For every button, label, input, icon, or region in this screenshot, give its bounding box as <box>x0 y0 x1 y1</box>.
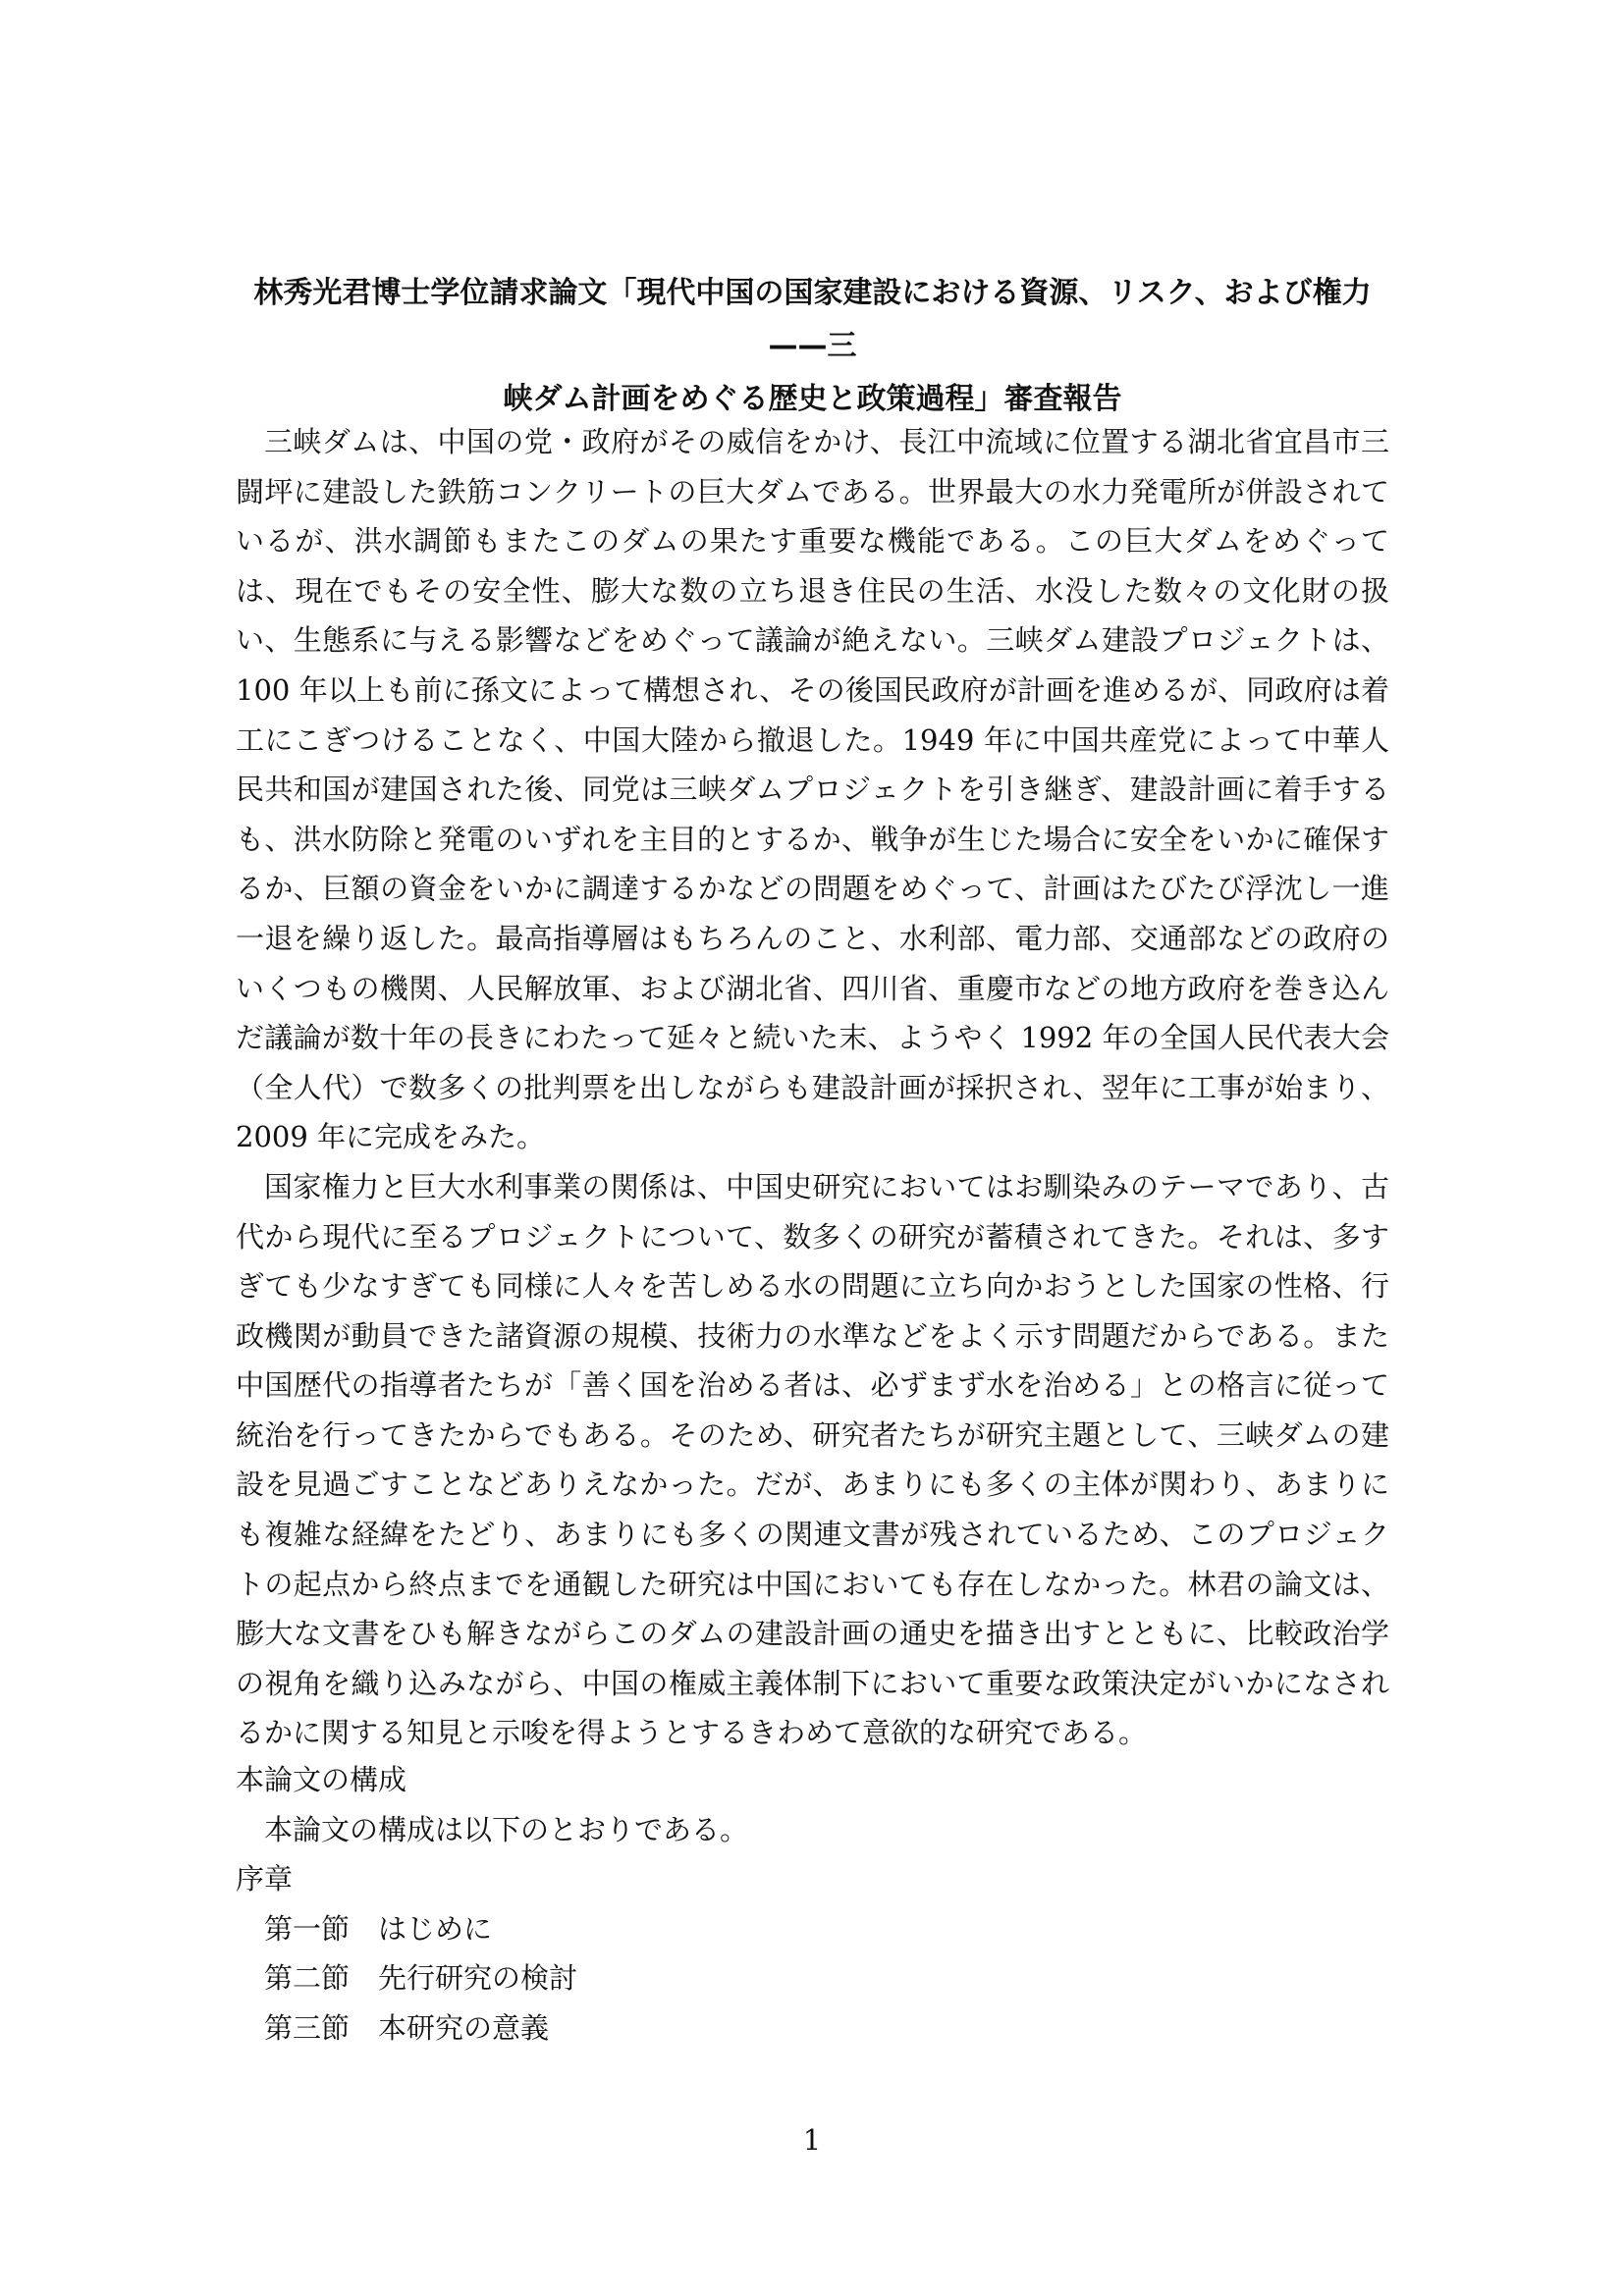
thesis-structure-section <box>236 1755 1389 2053</box>
toc-item-number: 第二節 <box>264 1961 351 1995</box>
toc-item-number: 第三節 <box>264 2010 351 2045</box>
report-title <box>236 267 1389 426</box>
toc-item <box>236 1904 1389 1954</box>
section-heading: 本論文の構成 <box>236 1763 407 1796</box>
page-number: 1 <box>802 2123 822 2157</box>
body-paragraph: 国家権力と巨大水利事業の関係は、中国史研究においてはお馴染みのテーマであり、古代から現代に至るプロジェクトについて、数多くの研究が蓄積されてきた。それは、多すぎても少なすぎても同様に人々を苦しめる水の問題に立ち向かおうとした国家の性格、行政機関が動員できた諸資源の規模、技術力の水準などをよく示す問題だからである。また中国歴代の指導者たちが「善く国を治める者は、必ずまず水を治める」との格言に従って統治を行ってきたからでもある。そのため、研究者たちが研究主題として、三峡ダムの建設を見過ごすことなどありえなかった。だが、あまりにも多くの主体が関わり、あまりにも複雑な経緯をたどり、あまりにも多くの関連文書が残されているため、このプロジェクトの起点から終点までを通観した研究は中国においても存在しなかった。林君の論文は、膨大な文書をひも解きながらこのダムの建設計画の通史を描き出すとともに、比較政治学の視角を織り込みながら、中国の権威主義体制下において重要な政策決定がいかになされるかに関する知見と示唆を得ようとするきわめて意欲的な研究である。 <box>236 1169 1389 1750</box>
toc-item <box>236 2003 1389 2054</box>
body-paragraph: 三峡ダムは、中国の党・政府がその威信をかけ、長江中流域に位置する湖北省宜昌市三闘坪に建設した鉄筋コンクリートの巨大ダムである。世界最大の水力発電所が併設されているが、洪水調節もまたこのダムの果たす重要な機能である。この巨大ダムをめぐっては、現在でもその安全性、膨大な数の立ち退き住民の生活、水没した数々の文化財の扱い、生態系に与える影響などをめぐって議論が絶えない。三峡ダム建設プロジェクトは、100 年以上も前に孫文によって構想され、その後国民政府が計画を進めるが、同政府は着工にこぎつけることなく、中国大陸から撤退した。1949 年に中国共産党によって中華人民共和国が建国された後、同党は三峡ダムプロジェクトを引き継ぎ、建設計画に着手するも、洪水防除と発電のいずれを主目的とするか、戦争が生じた場合に安全をいかに確保するか、巨額の資金をいかに調達するかなどの問題をめぐって、計画はたびたび浮沈し一進一退を繰り返した。最高指導層はもちろんのこと、水利部、電力部、交通部などの政府のいくつもの機関、人民解放軍、および湖北省、四川省、重慶市などの地方政府を巻き込んだ議論が数十年の長きにわたって延々と続いた末、ようやく 1992 年の全国人民代表大会（全人代）で数多くの批判票を出しながらも建設計画が採択され、翌年に工事が始まり、2009 年に完成をみた。 <box>236 425 1389 1154</box>
section-intro: 本論文の構成は以下のとおりである。 <box>264 1812 749 1846</box>
toc-item <box>236 1953 1389 2003</box>
toc-item-title: 先行研究の検討 <box>378 1961 578 1995</box>
toc-item-title: 本研究の意義 <box>378 2010 550 2045</box>
report-title-line-2: 峡ダム計画をめぐる歴史と政策過程」審査報告 <box>503 382 1122 416</box>
chapter-label: 序章 <box>236 1862 294 1896</box>
report-body <box>236 417 1389 1758</box>
toc-item-number: 第一節 <box>264 1911 351 1946</box>
toc-item-title: はじめに <box>378 1911 493 1946</box>
report-title-line-1: 林秀光君博士学位請求論文「現代中国の国家建設における資源、リスク、および権力——三 <box>253 276 1372 363</box>
